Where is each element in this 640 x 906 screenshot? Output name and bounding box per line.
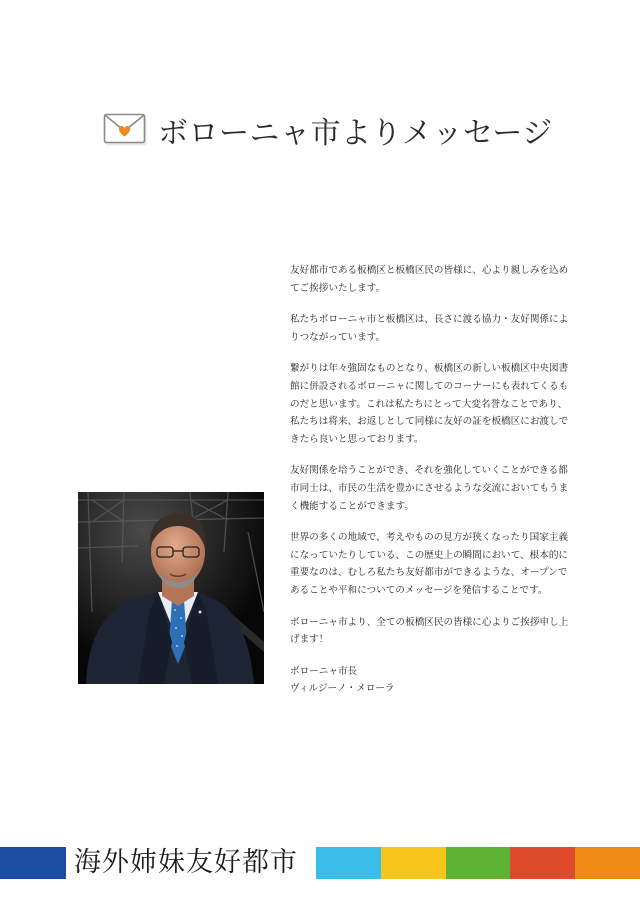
footer-stripe-yellow [381,847,446,879]
footer-banner [0,847,640,879]
footer-stripe-red [510,847,575,879]
footer-blue-bar [0,847,66,879]
message-paragraph: 私たちボローニャ市と板橋区は、長さに渡る協力・友好関係によりつながっています。 [290,314,569,343]
envelope-heart-icon [103,112,149,148]
signature-name: ヴィルジーノ・メローラ [290,683,395,695]
message-body [290,262,570,698]
message-paragraph: 友好関係を培うことができ、それを強化していくことができる都市同士は、市民の生活を豊かにさせるような交流においてもうまく機能することができます。 [290,465,569,512]
message-paragraph: 世界の多くの地域で、考えやものの見方が狭くなったり国家主義になっていたりしている、この歴史上の瞬間において、根本的に重要なのは、むしろ私たち友好都市ができるような、オープンであることや平和についてのメッセージを発信することです。 [290,532,569,596]
footer-stripe-orange [575,847,640,879]
message-paragraph: ボローニャ市より、全ての板橋区民の皆様に心よりご挨拶申し上げます！ [290,616,569,646]
footer-stripe-green [446,847,511,879]
footer-color-stripes [316,847,640,879]
footer-title: 海外姉妹友好都市 [74,847,298,878]
page-header [103,108,553,152]
message-paragraph: 友好都市である板橋区と板橋区民の皆様に、心より親しみを込めてご挨拶いたします。 [290,265,569,294]
page-title: ボローニャ市よりメッセージ [158,116,553,151]
footer-stripe-cyan [316,847,381,879]
message-paragraph: 繋がりは年々強固なものとなり、板橋区の新しい板橋区中央図書館に併設されるボローニャに関してのコーナーにも表れてくるものだと思います。これは私たちにとって大変名誉なことであり、私たちは将来、お返しとして同様に友好の証を板橋区にお渡しできたら良いと思っております。 [290,363,569,445]
signature [290,663,570,698]
signature-title: ボローニャ市長 [290,665,358,677]
mayor-photo [78,492,264,684]
